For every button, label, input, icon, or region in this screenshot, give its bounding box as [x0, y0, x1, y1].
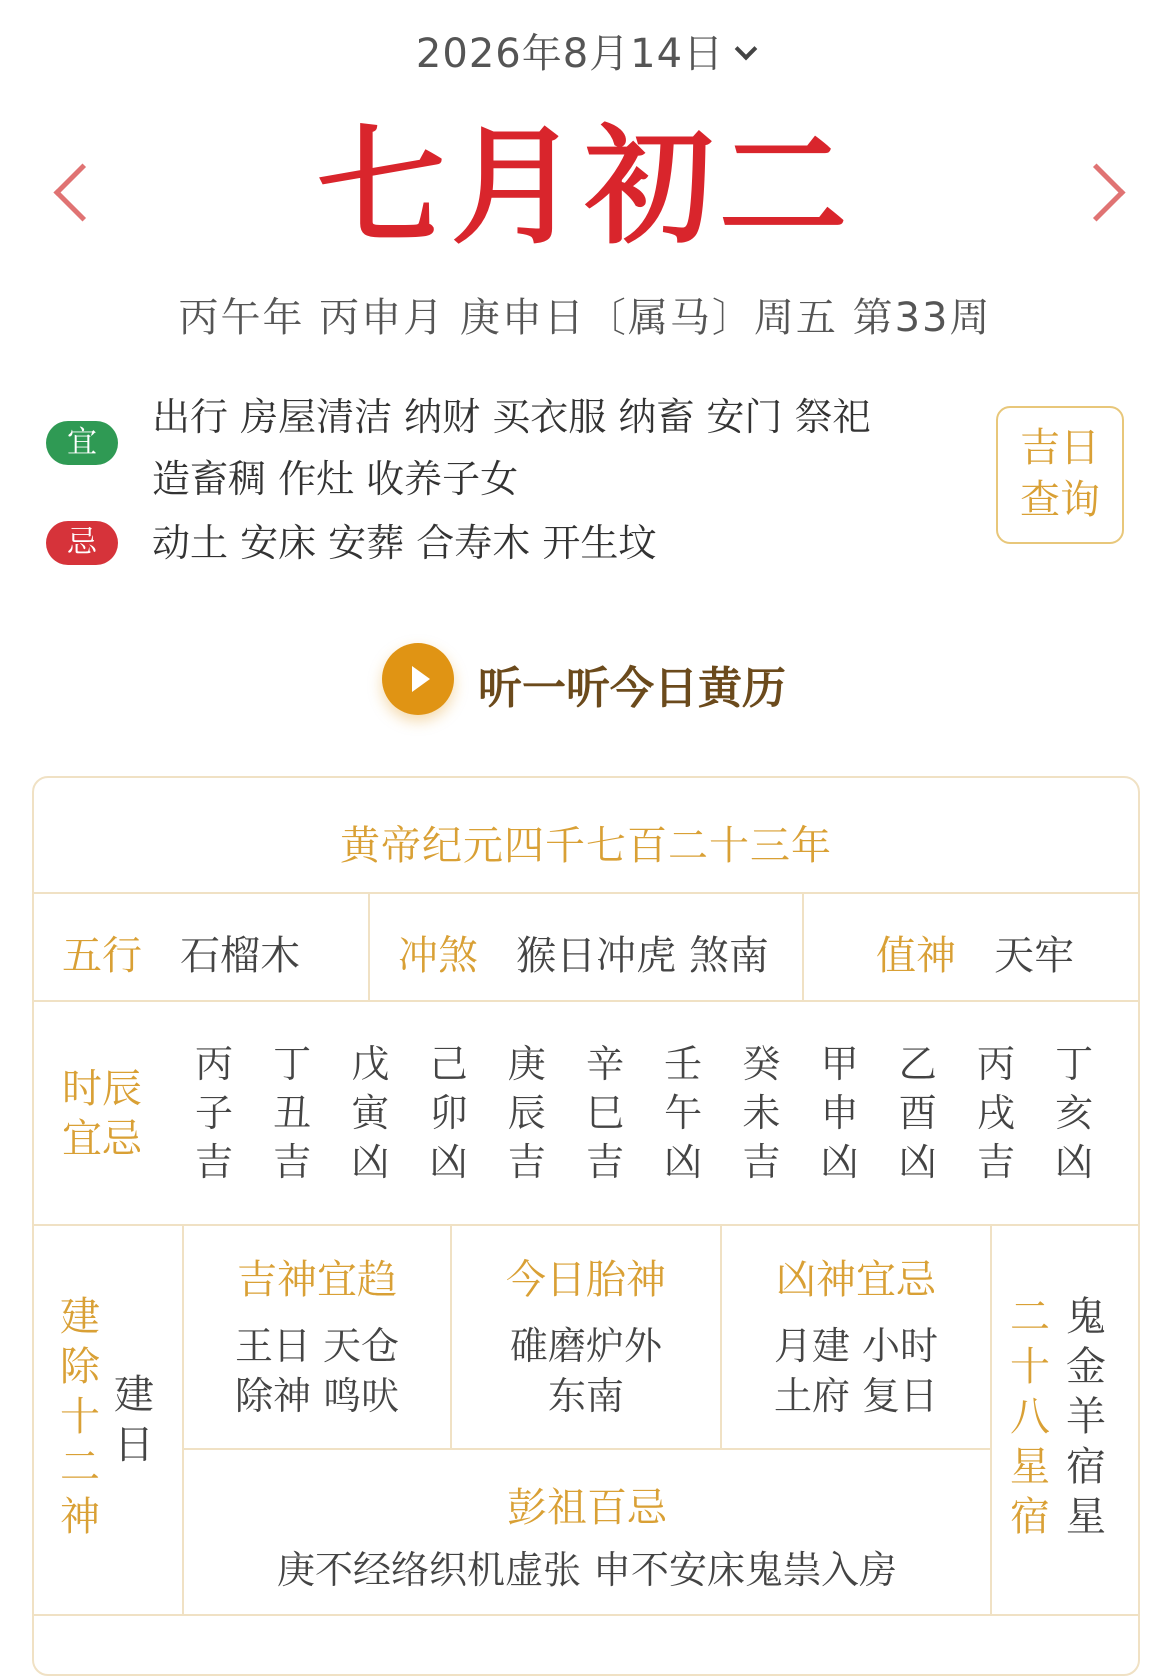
jianchu-value — [112, 1370, 156, 1470]
taishen-line-2: 东南 — [547, 1374, 624, 1418]
xingxiu-char: 八 — [1010, 1394, 1050, 1440]
shichen-column — [340, 1040, 400, 1187]
shichen-branch: 巳 — [585, 1091, 624, 1135]
taishen-line-1: 碓磨炉外 — [509, 1324, 662, 1368]
jianchu-char: 神 — [60, 1494, 100, 1540]
divider — [802, 892, 804, 1000]
xiongshen-cell — [722, 1248, 990, 1421]
xingxiu-char: 星 — [1010, 1444, 1050, 1490]
chongsha-value: 猴日冲虎 煞南 — [516, 933, 769, 979]
shichen-luck: 凶 — [351, 1140, 390, 1184]
xingxiu-char: 二 — [1010, 1294, 1050, 1340]
yi-line-2: 造畜稠 作灶 收养子女 — [152, 457, 519, 501]
xingxiu-value — [1064, 1292, 1108, 1542]
shichen-label — [62, 1064, 142, 1164]
shichen-branch: 未 — [742, 1091, 781, 1135]
shichen-branch: 酉 — [898, 1091, 937, 1135]
shichen-stem: 丁 — [1055, 1042, 1094, 1086]
jishen-line-1: 王日 天仓 — [234, 1324, 400, 1368]
shichen-stem: 己 — [429, 1042, 468, 1086]
shichen-branch: 亥 — [1055, 1091, 1094, 1135]
xingxiu-label — [1008, 1292, 1052, 1542]
shichen-stem: 辛 — [585, 1042, 624, 1086]
shichen-label-line1: 时辰 — [62, 1066, 142, 1112]
shichen-column — [731, 1040, 791, 1187]
xingxiu-char: 宿 — [1010, 1494, 1050, 1540]
jianchu-char: 建 — [60, 1294, 100, 1340]
pengzu-cell — [184, 1476, 990, 1595]
ji-activities: 动土 安床 安葬 合寿木 开生坟 — [152, 521, 657, 565]
yi-line-1: 出行 房屋清洁 纳财 买衣服 纳畜 安门 祭祀 — [152, 395, 871, 439]
divider — [34, 892, 1138, 894]
yi-badge: 宜 — [46, 421, 118, 465]
shichen-stem: 癸 — [742, 1042, 781, 1086]
jianchu-char: 二 — [60, 1444, 100, 1490]
shichen-column — [419, 1040, 479, 1187]
listen-almanac-link[interactable]: 听一听今日黄历 — [478, 663, 786, 714]
shichen-branch: 卯 — [429, 1091, 468, 1135]
era-title: 黄帝纪元四千七百二十三年 — [340, 823, 832, 869]
date-text: 2026年8月14日 — [415, 31, 725, 77]
shichen-branch: 丑 — [273, 1091, 312, 1135]
auspicious-day-query-button[interactable] — [996, 406, 1124, 544]
pengzu-title: 彭祖百忌 — [507, 1485, 667, 1531]
play-icon — [412, 666, 430, 692]
wuxing-label: 五行 — [62, 933, 142, 979]
jianchu-char: 十 — [60, 1394, 100, 1440]
taishen-cell — [452, 1248, 720, 1421]
xiongshen-title: 凶神宜忌 — [776, 1257, 936, 1303]
divider — [34, 1224, 1138, 1226]
shichen-luck: 吉 — [976, 1140, 1015, 1184]
shichen-luck: 凶 — [664, 1140, 703, 1184]
shichen-luck: 凶 — [820, 1140, 859, 1184]
shichen-stem: 丙 — [194, 1042, 233, 1086]
shichen-grid — [184, 1040, 1124, 1200]
shichen-branch: 子 — [194, 1091, 233, 1135]
date-selector[interactable] — [0, 22, 1170, 79]
shichen-branch: 寅 — [351, 1091, 390, 1135]
shichen-column — [966, 1040, 1026, 1187]
shichen-column — [1044, 1040, 1104, 1187]
chongsha-cell — [398, 924, 769, 981]
shichen-luck: 吉 — [194, 1140, 233, 1184]
shichen-stem: 甲 — [820, 1042, 859, 1086]
divider — [990, 1224, 992, 1614]
jianchu-label — [58, 1292, 102, 1542]
shichen-luck: 吉 — [742, 1140, 781, 1184]
shichen-column — [575, 1040, 635, 1187]
shichen-stem: 壬 — [664, 1042, 703, 1086]
xingxiu-value-char: 宿 — [1066, 1444, 1106, 1490]
chevron-down-icon — [735, 38, 758, 61]
yi-activities — [152, 386, 952, 510]
shichen-column — [888, 1040, 948, 1187]
jishen-title: 吉神宜趋 — [237, 1257, 397, 1303]
xiongshen-line-1: 月建 小时 — [773, 1324, 939, 1368]
shichen-branch: 午 — [664, 1091, 703, 1135]
xingxiu-value-char: 羊 — [1066, 1394, 1106, 1440]
ji-badge: 忌 — [46, 521, 118, 565]
jishen-cell — [184, 1248, 450, 1421]
shichen-stem: 丁 — [273, 1042, 312, 1086]
xingxiu-char: 十 — [1010, 1344, 1050, 1390]
xingxiu-value-char: 星 — [1066, 1494, 1106, 1540]
shichen-branch: 戌 — [976, 1091, 1015, 1135]
shichen-column — [810, 1040, 870, 1187]
divider — [34, 1000, 1138, 1002]
shichen-stem: 庚 — [507, 1042, 546, 1086]
xingxiu-value-char: 金 — [1066, 1344, 1106, 1390]
wuxing-value: 石榴木 — [180, 933, 301, 979]
shichen-branch: 辰 — [507, 1091, 546, 1135]
chongsha-label: 冲煞 — [398, 933, 478, 979]
shichen-stem: 丙 — [976, 1042, 1015, 1086]
jianchu-value-char: 日 — [114, 1422, 154, 1468]
divider — [368, 892, 370, 1000]
divider — [34, 1614, 1138, 1616]
shichen-stem: 戊 — [351, 1042, 390, 1086]
play-button[interactable] — [382, 643, 454, 715]
shichen-stem: 乙 — [898, 1042, 937, 1086]
shichen-luck: 吉 — [273, 1140, 312, 1184]
shichen-luck: 凶 — [429, 1140, 468, 1184]
shichen-label-line2: 宜忌 — [62, 1116, 142, 1162]
shichen-column — [262, 1040, 322, 1187]
lunar-date: 七月初二 — [316, 112, 853, 262]
pengzu-text: 庚不经络织机虚张 申不安床鬼祟入房 — [276, 1548, 898, 1592]
zhishen-value: 天牢 — [994, 933, 1075, 979]
jishen-line-2: 除神 鸣吠 — [234, 1374, 400, 1418]
shichen-luck: 凶 — [898, 1140, 937, 1184]
query-label-1: 吉日 — [1020, 425, 1100, 471]
ganzhi-line: 丙午年 丙申月 庚申日〔属马〕周五 第33周 — [178, 295, 992, 341]
zhishen-label: 值神 — [876, 933, 956, 979]
jianchu-char: 除 — [60, 1344, 100, 1390]
shichen-luck: 凶 — [1055, 1140, 1094, 1184]
jianchu-value-char: 建 — [114, 1372, 154, 1418]
xingxiu-value-char: 鬼 — [1066, 1294, 1106, 1340]
shichen-branch: 申 — [820, 1091, 859, 1135]
query-label-2: 查询 — [1020, 477, 1100, 523]
divider — [184, 1448, 990, 1450]
taishen-title: 今日胎神 — [506, 1257, 666, 1303]
shichen-luck: 吉 — [585, 1140, 624, 1184]
shichen-column — [184, 1040, 244, 1187]
shichen-luck: 吉 — [507, 1140, 546, 1184]
zhishen-cell — [876, 924, 1074, 981]
shichen-column — [653, 1040, 713, 1187]
shichen-column — [497, 1040, 557, 1187]
wuxing-cell — [62, 924, 300, 981]
xiongshen-line-2: 土府 复日 — [773, 1374, 939, 1418]
